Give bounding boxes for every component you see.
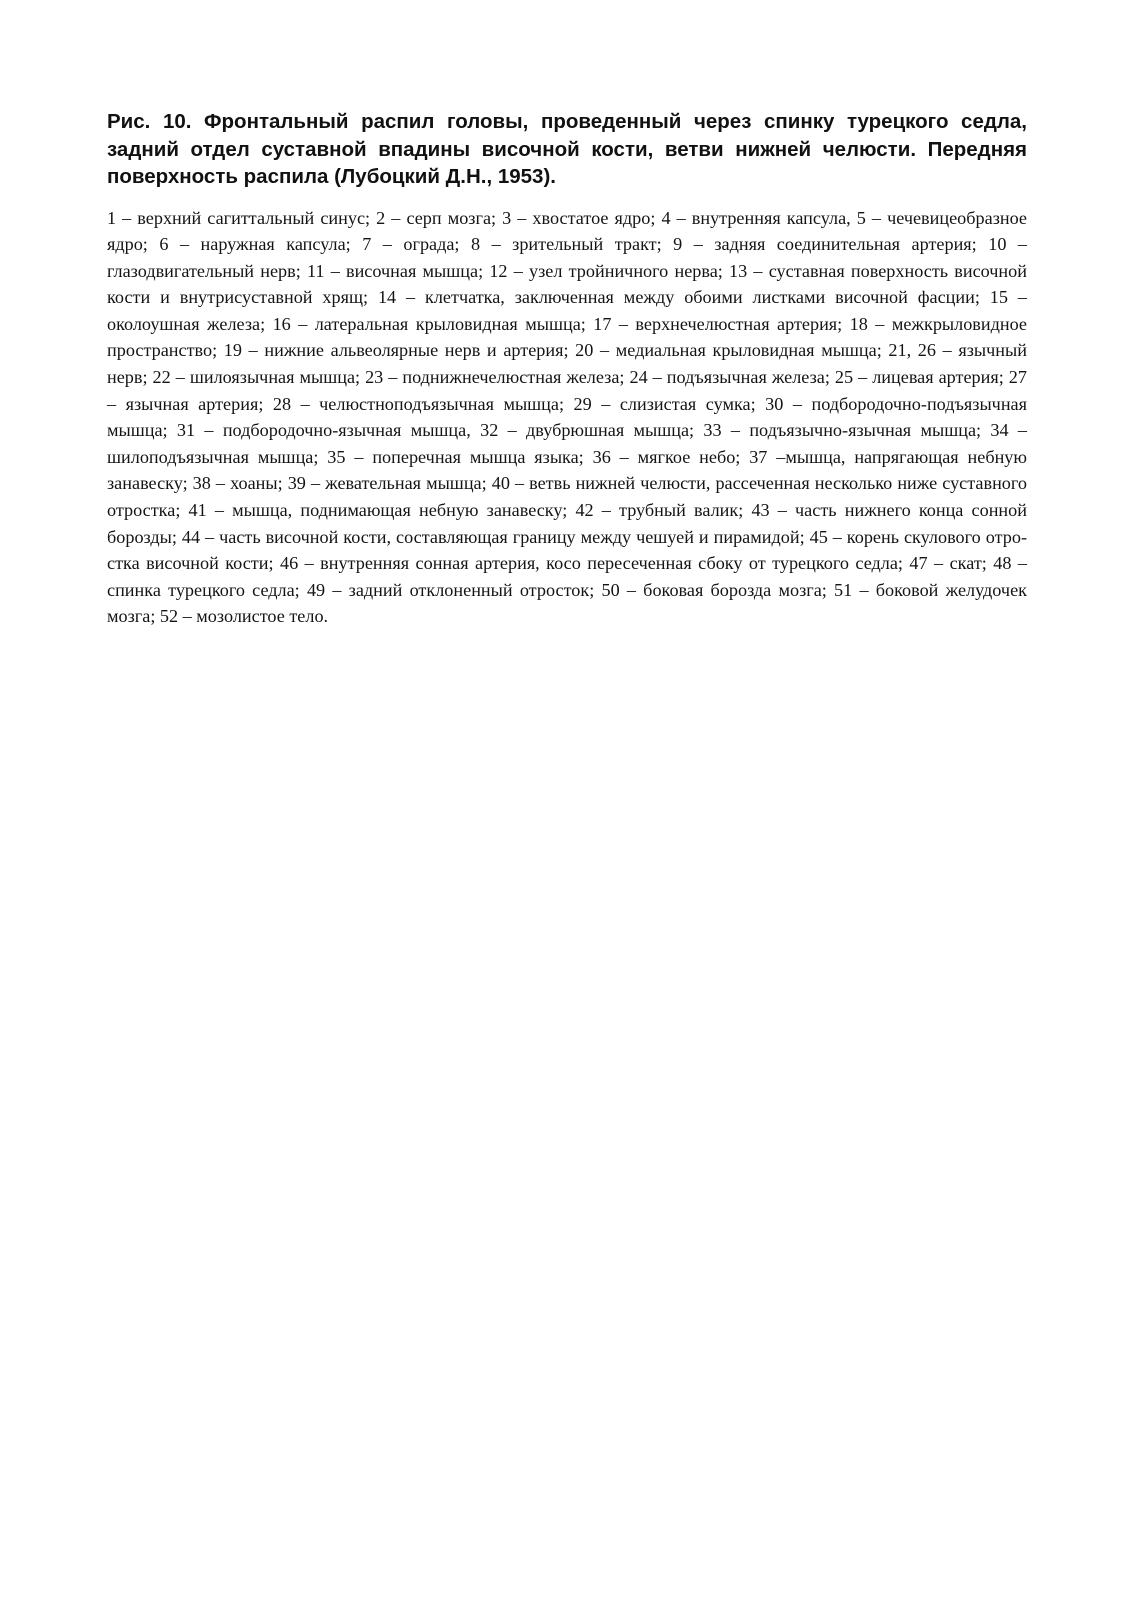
figure-caption-title: Рис. 10. Фронтальный распил головы, проведенный через спинку турецкого седла, задний отдел суставной впадины височной кости, ветви нижней челюсти. Передняя поверхность распила (Лубоцкий Д.Н., 1953). (107, 110, 1027, 188)
document-page (107, 108, 1027, 630)
figure-legend-text: 1 – верхний сагиттальный синус; 2 – серп мозга; 3 – хвостатое ядро; 4 – внутренняя капсула, 5 – чечевицеобразное ядро; 6 – наружная капсула; 7 – ограда; 8 – зрительный тракт; 9 – задняя соединительная артерия; 10 – глазодвигательный нерв; 11 – височная мышца; 12 – узел тройничного нерва; 13 – суставная поверхность височной кости и внутрисуставной хрящ; 14 – клетчатка, заключенная между обоими листками височной фасции; 15 – околоушная железа; 16 – латеральная крыловидная мышца; 17 – верхнечелюстная артерия; 18 – межкрыловидное пространство; 19 – нижние альвеолярные нерв и артерия; 20 – медиальная крыловидная мышца; 21, 26 – язычный нерв; 22 – шилоязычная мышца; 23 – поднижнечелюстная железа; 24 – подъязычная железа; 25 – лицевая артерия; 27 – язычная артерия; 28 – челюстноподъязычная мышца; 29 – слизистая сумка; 30 – подбородочно-подъязычная мышца; 31 – подбородочно-язычная мышца, 32 – двубрюшная мышца; 33 – подъязычно-язычная мышца; 34 – шилоподъязычная мышца; 35 – поперечная мышца языка; 36 – мягкое небо; 37 –мышца, напрягающая небную занавеску; 38 – хоаны; 39 – жевательная мышца; 40 – ветвь нижней челюсти, рассеченная несколько ниже суставного отростка; 41 – мышца, поднимающая небную занавеску; 42 – трубный валик; 43 – часть нижнего конца сонной борозды; 44 – часть височной кости, составляющая границу между чешуей и пирамидой; 45 – корень скулового отростка височной кости; 46 – внутренняя сонная артерия, косо пересеченная сбоку от турецкого седла; 47 – скат; 48 – спинка турецкого седла; 49 – задний отклоненный отросток; 50 – боковая борозда мозга; 51 – боковой желудочек мозга; 52 – мозолистое тело. (107, 207, 1027, 627)
